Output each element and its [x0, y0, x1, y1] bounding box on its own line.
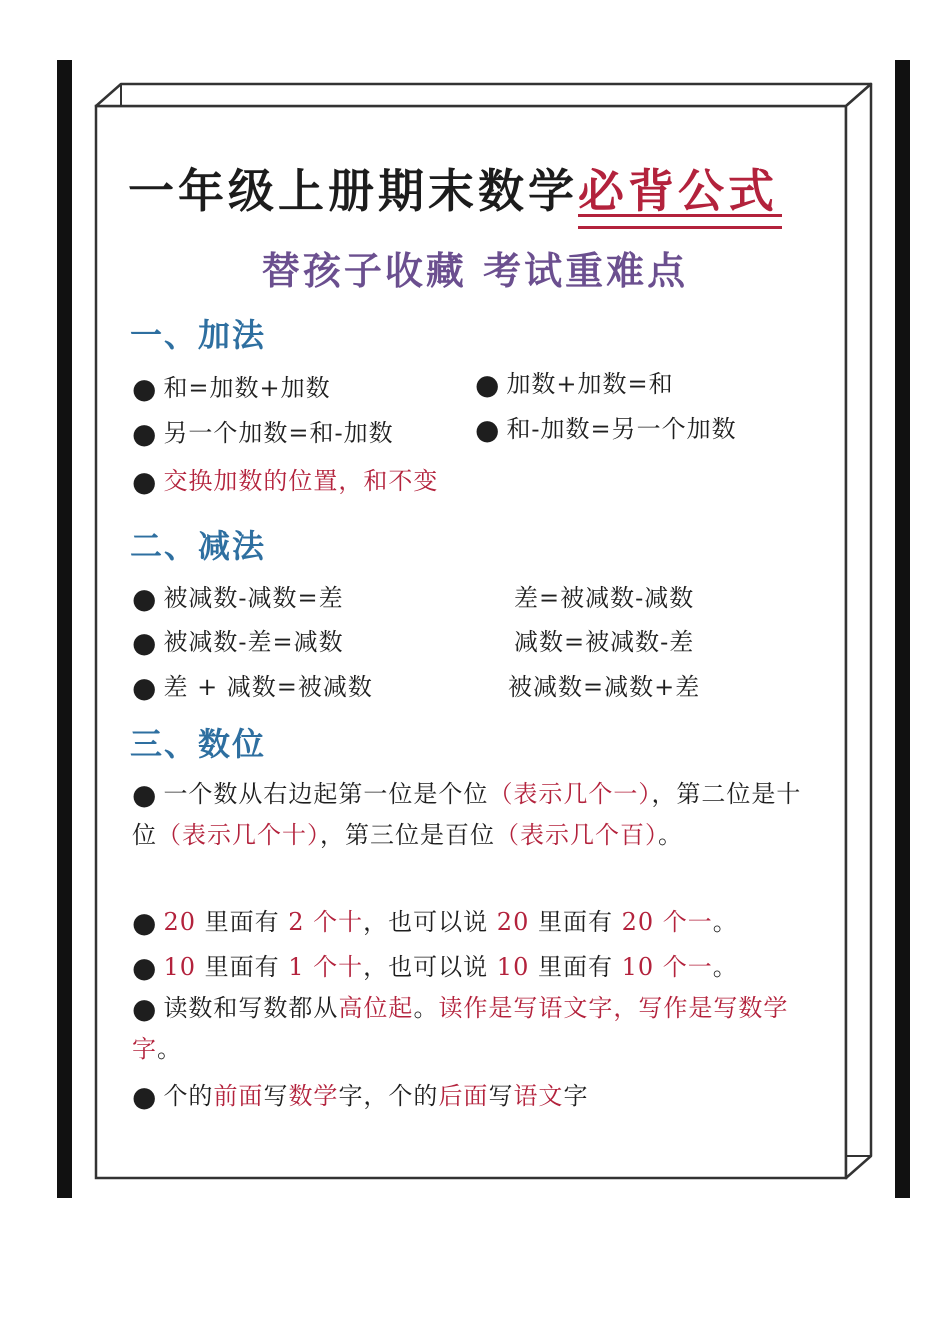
highlight: 20 个一	[621, 908, 713, 936]
bullet-icon: ●	[475, 413, 501, 446]
bullet-icon: ●	[132, 992, 158, 1025]
formula-text: 减数=被减数-差	[514, 628, 695, 656]
title-accent: 必背公式	[578, 155, 778, 221]
formula-text: 另一个加数=和-加数	[163, 419, 394, 447]
text: ，第二位是十位	[132, 780, 802, 849]
text: 。	[157, 1035, 182, 1063]
place-value-line	[132, 947, 738, 984]
bullet-icon: ●	[132, 1080, 158, 1113]
formula-text: 和-加数=另一个加数	[506, 415, 737, 443]
highlight: （表示几个十）	[157, 821, 320, 849]
place-value-line	[132, 902, 738, 939]
highlight: 读作是写语文字，写作是写数学字	[132, 994, 789, 1063]
place-value-paragraph	[132, 774, 822, 855]
text: 写	[488, 1082, 514, 1110]
formula-text: 和=加数+加数	[163, 374, 331, 402]
highlight: 1 个十	[288, 953, 364, 981]
formula-line	[475, 364, 674, 401]
formula-line	[132, 622, 344, 659]
text: 。	[658, 821, 683, 849]
formula-line	[132, 578, 344, 615]
text: 。	[413, 994, 439, 1022]
title-main: 一年级上册期末数学	[128, 164, 578, 218]
text: 字，个的	[338, 1082, 439, 1110]
formula-text: 被减数-减数=差	[163, 584, 344, 612]
text: 写	[263, 1082, 289, 1110]
subtitle: 替孩子收藏 考试重难点	[261, 248, 689, 293]
text: 。	[712, 908, 738, 936]
text: 里面有	[195, 953, 289, 981]
text: ，也可以说	[363, 908, 497, 936]
highlight: 后面	[438, 1082, 489, 1110]
number: 20	[496, 908, 530, 936]
text: 。	[712, 953, 738, 981]
highlight: （表示几个百）	[495, 821, 658, 849]
number: 10	[496, 953, 530, 981]
formula-line	[475, 409, 737, 446]
text: 里面有	[529, 953, 622, 981]
highlight: 2 个十	[288, 908, 364, 936]
text: 里面有	[529, 908, 622, 936]
number: 10	[163, 953, 196, 981]
formula-line	[132, 413, 394, 450]
heading-place-value: 三、数位	[130, 725, 267, 763]
bullet-icon: ●	[132, 582, 158, 615]
text: 一个数从右边起第一位是个位	[163, 780, 489, 808]
bullet-icon: ●	[132, 465, 158, 498]
text: 字	[563, 1082, 589, 1110]
formula-line	[132, 461, 438, 498]
formula-line	[132, 667, 373, 704]
bullet-icon: ●	[132, 626, 158, 659]
place-value-paragraph	[132, 988, 822, 1069]
highlight: 数学	[288, 1082, 339, 1110]
page-title	[128, 155, 778, 221]
formula-text: 加数+加数=和	[506, 370, 674, 398]
place-value-line	[132, 1076, 588, 1113]
formula-text: 被减数-差=减数	[163, 628, 344, 656]
bullet-icon: ●	[132, 906, 158, 939]
text: 读数和写数都从	[163, 994, 339, 1022]
bullet-icon: ●	[132, 778, 158, 811]
highlight: 语文	[513, 1082, 564, 1110]
text: ，第三位是百位	[320, 821, 495, 849]
highlight: 前面	[213, 1082, 264, 1110]
formula-text: 交换加数的位置，和不变	[163, 467, 439, 495]
text: 个的	[163, 1082, 214, 1110]
highlight: 高位起	[338, 994, 414, 1022]
heading-addition: 一、加法	[130, 316, 267, 354]
bullet-icon: ●	[132, 951, 158, 984]
highlight: 10 个一	[621, 953, 713, 981]
formula-line	[132, 368, 331, 405]
highlight: （表示几个一）	[488, 780, 652, 808]
text: 里面有	[195, 908, 289, 936]
bullet-icon: ●	[132, 417, 158, 450]
text: ，也可以说	[363, 953, 497, 981]
formula-text: 差 + 减数=被减数	[163, 673, 373, 701]
bullet-icon: ●	[475, 368, 501, 401]
bullet-icon: ●	[132, 372, 158, 405]
heading-subtraction: 二、减法	[130, 527, 267, 565]
formula-text: 差=被减数-减数	[514, 584, 695, 612]
bullet-icon: ●	[132, 671, 158, 704]
formula-text: 被减数=减数+差	[508, 673, 701, 701]
number: 20	[163, 908, 196, 936]
